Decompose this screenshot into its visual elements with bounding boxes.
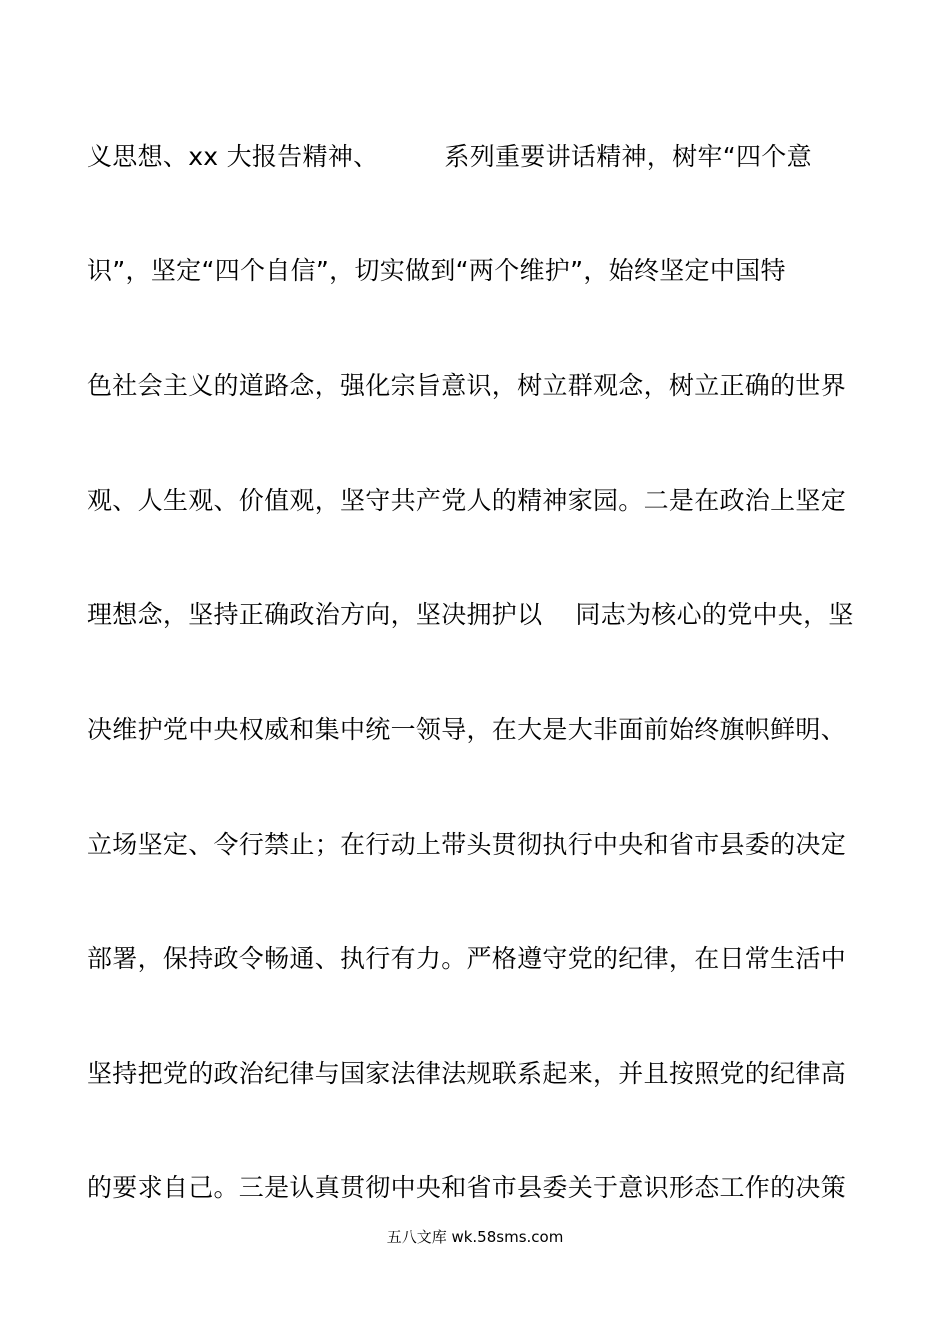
body-line-10: 的要求自己。三是认真贯彻中央和省市县委关于意识形态工作的决策 — [87, 1173, 847, 1202]
body-line-4: 观、人生观、价值观，坚守共产党人的精神家园。二是在政治上坚定 — [87, 486, 847, 515]
body-line-2: 识”，坚定“四个自信”，切实做到“两个维护”，始终坚定中国特 — [87, 256, 786, 285]
body-line-7: 立场坚定、令行禁止；在行动上带头贯彻执行中央和省市县委的决定 — [87, 830, 847, 859]
body-line-3: 色社会主义的道路念，强化宗旨意识，树立群观念，树立正确的世界 — [87, 371, 847, 400]
body-line-6: 决维护党中央权威和集中统一领导，在大是大非面前始终旗帜鲜明、 — [87, 715, 847, 744]
body-line-5: 理想念，坚持正确政治方向，坚决拥护以 同志为核心的党中央，坚 — [87, 600, 854, 629]
body-line-1: 义思想、xx 大报告精神、 系列重要讲话精神，树牢“四个意 — [87, 142, 812, 171]
body-line-8: 部署，保持政令畅通、执行有力。严格遵守党的纪律，在日常生活中 — [87, 944, 847, 973]
body-line-9: 坚持把党的政治纪律与国家法律法规联系起来，并且按照党的纪律高 — [87, 1059, 847, 1088]
page-footer: 五八文库 wk.58sms.com — [386, 1228, 564, 1246]
